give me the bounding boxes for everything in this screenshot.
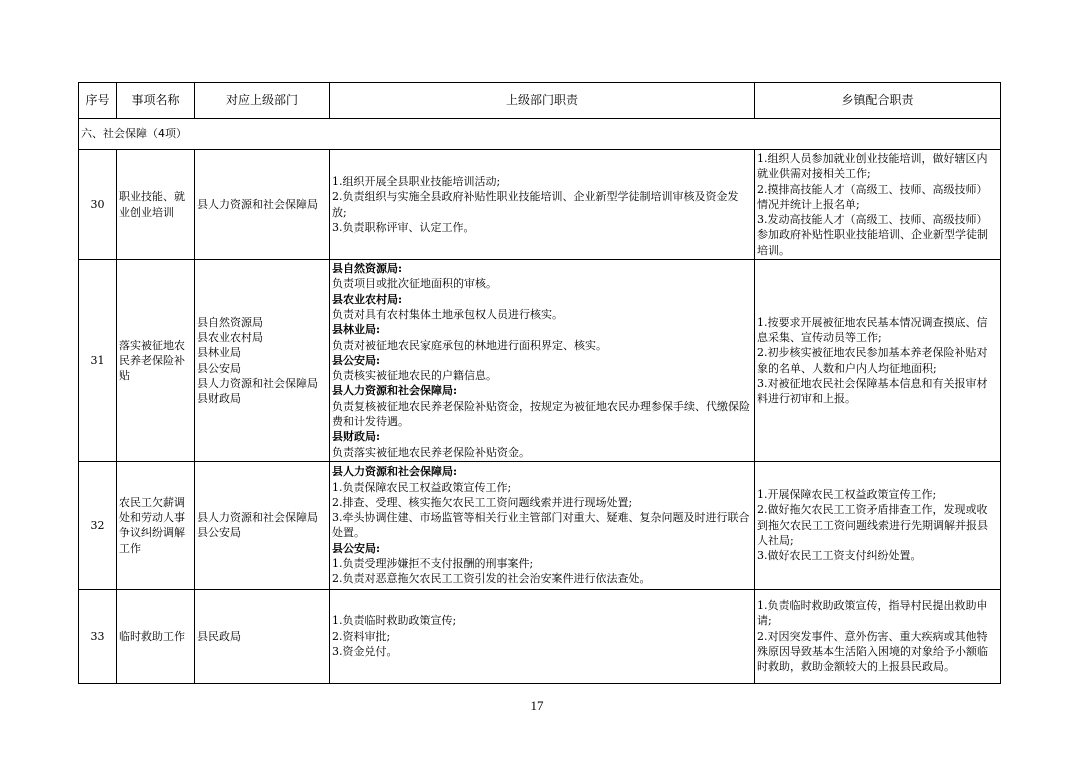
department-heading: 县林业局: xyxy=(332,323,381,337)
item-number: 30 xyxy=(79,150,117,260)
duty-line: 负责对被征地农民家庭承包的林地进行面积界定、核实。 xyxy=(332,338,607,352)
duty-line: 1.组织人员参加就业创业技能培训，做好辖区内就业供需对接相关工作; xyxy=(757,152,988,181)
table-row xyxy=(79,461,1001,589)
duty-line: 2.排查、受理、核实拖欠农民工工资问题线索并进行现场处置; xyxy=(332,495,633,509)
department-heading: 县公安局: xyxy=(332,541,381,555)
upper-duty-cell xyxy=(330,461,755,589)
department-heading: 县人力资源和社会保障局: xyxy=(332,465,458,479)
table-header-row xyxy=(79,83,1001,119)
upper-duty-cell xyxy=(330,260,755,462)
duty-line: 1.按要求开展被征地农民基本情况调查摸底、信息采集、宣传动员等工作; xyxy=(757,315,988,344)
duty-line: 2.摸排高技能人才（高级工、技师、高级技师）情况并统计上报名单; xyxy=(757,182,988,211)
section-title: 六、社会保障（4项） xyxy=(79,119,1001,150)
table-row xyxy=(79,150,1001,260)
duty-line: 3.负责职称评审、认定工作。 xyxy=(332,220,475,234)
department-cell xyxy=(195,260,330,462)
department-name: 县农业农村局 xyxy=(197,330,263,344)
department-cell xyxy=(195,461,330,589)
department-name: 县公安局 xyxy=(197,526,241,540)
duty-line: 1.负责受理涉嫌拒不支付报酬的刑事案件; xyxy=(332,557,534,571)
duty-line: 负责落实被征地农民养老保险补贴资金。 xyxy=(332,445,530,459)
town-duty-cell xyxy=(755,461,1001,589)
department-cell xyxy=(195,589,330,683)
header-name: 事项名称 xyxy=(117,83,195,119)
item-number: 31 xyxy=(79,260,117,462)
header-dept: 对应上级部门 xyxy=(195,83,330,119)
item-number: 32 xyxy=(79,461,117,589)
upper-duty-cell xyxy=(330,589,755,683)
duty-line: 2.做好拖欠农民工工资矛盾排查工作，发现或收到拖欠农民工工资问题线索进行先期调解并报县人社局; xyxy=(757,503,988,548)
section-row xyxy=(79,119,1001,150)
department-heading: 县自然资源局: xyxy=(332,262,403,276)
department-cell xyxy=(195,150,330,260)
duty-line: 3.发动高技能人才（高级工、技师、高级技师）参加政府补贴性职业技能培训、企业新型学徒制培训。 xyxy=(757,213,988,257)
department-heading: 县财政局: xyxy=(332,430,381,444)
department-heading: 县人力资源和社会保障局: xyxy=(332,384,458,398)
town-duty-cell xyxy=(755,260,1001,462)
department-name: 县自然资源局 xyxy=(197,315,263,329)
duty-line: 3.做好农民工工资支付纠纷处置。 xyxy=(757,549,922,563)
department-name: 县人力资源和社会保障局 xyxy=(197,376,318,390)
header-no: 序号 xyxy=(79,83,117,119)
item-number: 33 xyxy=(79,589,117,683)
item-name: 临时救助工作 xyxy=(117,589,195,683)
duty-line: 3.牵头协调住建、市场监管等相关行业主管部门对重大、疑难、复杂问题及时进行联合处置。 xyxy=(332,511,750,540)
item-name: 职业技能、就业创业培训 xyxy=(117,150,195,260)
duty-line: 2.负责对恶意拖欠农民工工资引发的社会治安案件进行依法查处。 xyxy=(332,572,651,586)
duty-table xyxy=(78,82,1001,684)
item-name: 落实被征地农民养老保险补贴 xyxy=(117,260,195,462)
duty-line: 3.资金兑付。 xyxy=(332,645,398,659)
upper-duty-cell xyxy=(330,150,755,260)
department-name: 县公安局 xyxy=(197,361,241,375)
duty-line: 3.对被征地农民社会保障基本信息和有关报审材料进行初审和上报。 xyxy=(757,376,988,406)
duty-line: 负责核实被征地农民的户籍信息。 xyxy=(332,369,497,383)
item-name: 农民工欠薪调处和劳动人事争议纠纷调解工作 xyxy=(117,461,195,589)
duty-line: 负责项目或批次征地面积的审核。 xyxy=(332,277,497,291)
header-town-duty: 乡镇配合职责 xyxy=(755,83,1001,119)
town-duty-cell xyxy=(755,150,1001,260)
duty-line: 1.负责临时救助政策宣传，指导村民提出救助申请; xyxy=(757,599,988,628)
duty-line: 2.初步核实被征地农民参加基本养老保险补贴对象的名单、人数和户内人均征地面积; xyxy=(757,346,988,375)
department-heading: 县农业农村局: xyxy=(332,292,403,306)
table-row xyxy=(79,589,1001,683)
table-row xyxy=(79,260,1001,462)
department-name: 县财政局 xyxy=(197,392,241,406)
department-heading: 县公安局: xyxy=(332,353,381,367)
duty-line: 负责对具有农村集体土地承包权人员进行核实。 xyxy=(332,307,563,321)
duty-line: 1.负责保障农民工权益政策宣传工作; xyxy=(332,480,512,494)
department-name: 县人力资源和社会保障局 xyxy=(197,511,318,525)
town-duty-cell xyxy=(755,589,1001,683)
department-name: 县林业局 xyxy=(197,346,241,360)
header-upper-duty: 上级部门职责 xyxy=(330,83,755,119)
duty-line: 负责复核被征地农民养老保险补贴资金，按规定为被征地农民办理参保手续、代缴保险费和计发待遇。 xyxy=(332,399,750,429)
duty-line: 2.负责组织与实施全县政府补贴性职业技能培训、企业新型学徒制培训审核及资金发放; xyxy=(332,190,739,219)
duty-line: 2.对因突发事件、意外伤害、重大疾病或其他特殊原因导致基本生活陷入困境的对象给予小额临时救助，救助金额较大的上报县民政局。 xyxy=(757,629,988,674)
duty-line: 2.资料审批; xyxy=(332,629,391,643)
department-name: 县民政局 xyxy=(197,629,241,643)
department-name: 县人力资源和社会保障局 xyxy=(197,197,318,211)
duty-line: 1.开展保障农民工权益政策宣传工作; xyxy=(757,488,937,502)
page-number: 17 xyxy=(530,698,544,713)
duty-line: 1.负责临时救助政策宣传; xyxy=(332,614,457,628)
duty-line: 1.组织开展全县职业技能培训活动; xyxy=(332,174,501,188)
